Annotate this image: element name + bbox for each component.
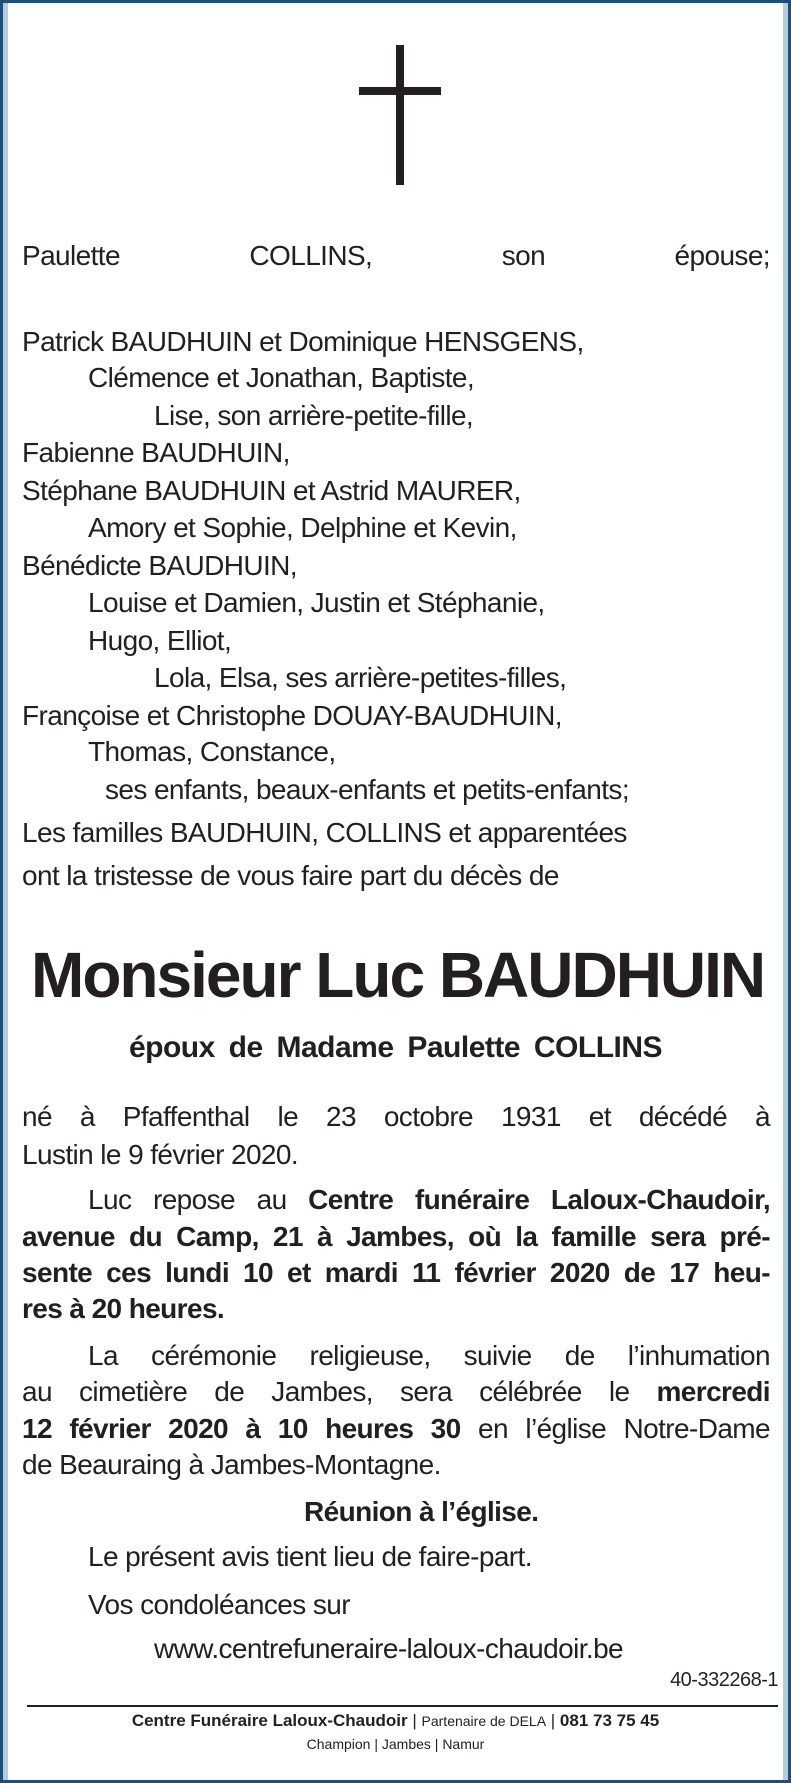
family-line: Louise et Damien, Justin et Stéphanie, [88,587,545,618]
deceased-spouse-line: époux de Madame Paulette COLLINS [128,1031,663,1064]
condolences-line: Vos condoléances sur [88,1589,350,1620]
family-line: ont la tristesse de vous faire part du décès de [22,860,559,891]
footer-phone: 081 73 75 45 [559,1711,660,1730]
birth-line: Lustin le 9 février 2020. [22,1139,299,1170]
text: en l’église Notre-Dame [460,1413,770,1444]
separator: | [546,1711,560,1730]
funeral-centre-name: Centre funéraire Laloux-Chaudoir, [308,1184,770,1215]
footer-company: Centre Funéraire Laloux-Chaudoir [131,1711,408,1730]
family-line: Patrick BAUDHUIN et Dominique HENSGENS, [22,326,584,357]
cross-icon-bar [359,87,441,95]
family-line: Lola, Elsa, ses arrière-petites-filles, [154,662,567,693]
text: Luc repose au [88,1184,309,1215]
rest-line [22,1255,770,1291]
spouse-line [22,238,770,274]
notice-line: Le présent avis tient lieu de faire-part. [88,1541,532,1572]
family-line: Françoise et Christophe DOUAY-BAUDHUIN, [22,700,562,731]
footer-line [3,1711,788,1731]
reference-number: 40-332268-1 [670,1669,778,1691]
family-line: Thomas, Constance, [88,736,336,767]
family-line: Fabienne BAUDHUIN, [22,437,290,468]
rest-line [88,1182,770,1218]
family-line: Lise, son arrière-petite-fille, [154,400,474,431]
family-line: Stéphane BAUDHUIN et Astrid MAURER, [22,475,521,506]
ceremony-line: de Beauraing à Jambes-Montagne. [22,1449,441,1480]
ceremony-line [22,1411,770,1447]
divider [27,1705,778,1707]
ceremony-datetime: 12 février 2020 à 10 heures 30 [22,1413,461,1444]
text: avenue du Camp, 21 à Jambes, où la famille sera pré- [22,1221,770,1252]
text: sente ces lundi 10 et mardi 11 février 2020 de 17 heu- [22,1257,770,1288]
family-line: Hugo, Elliot, [88,625,232,656]
website-link[interactable]: www.centrefuneraire-laloux-chaudoir.be [154,1633,624,1664]
spouse-role: son épouse; [501,240,770,271]
birth-line: né à Pfaffenthal le 23 octobre 1931 et décédé à [22,1101,770,1132]
rest-line [22,1219,770,1255]
separator: | [407,1711,422,1730]
text: Réunion à l’église. [304,1496,539,1527]
family-line: Bénédicte BAUDHUIN, [22,550,297,581]
text: res à 20 heures. [22,1293,225,1324]
cross-icon [396,45,404,185]
spouse-name: Paulette COLLINS, [22,240,373,271]
ceremony-line: La cérémonie religieuse, suivie de l’inhumation [88,1340,770,1371]
footer-locations: Champion | Jambes | Namur [306,1736,485,1752]
text: au cimetière de Jambes, sera célébrée le [22,1376,657,1407]
text: mercredi [656,1376,770,1407]
deceased-name: Monsieur Luc BAUDHUIN [31,939,765,1011]
family-line: Clémence et Jonathan, Baptiste, [88,362,475,393]
family-line: Les familles BAUDHUIN, COLLINS et apparentées [22,817,627,848]
family-line: Amory et Sophie, Delphine et Kevin, [88,512,517,543]
family-line: ses enfants, beaux-enfants et petits-enfants; [105,774,630,805]
rest-line [22,1291,224,1327]
reunion-line [304,1494,538,1530]
ceremony-line [22,1374,770,1410]
footer-partner: Partenaire de DELA [421,1713,547,1729]
